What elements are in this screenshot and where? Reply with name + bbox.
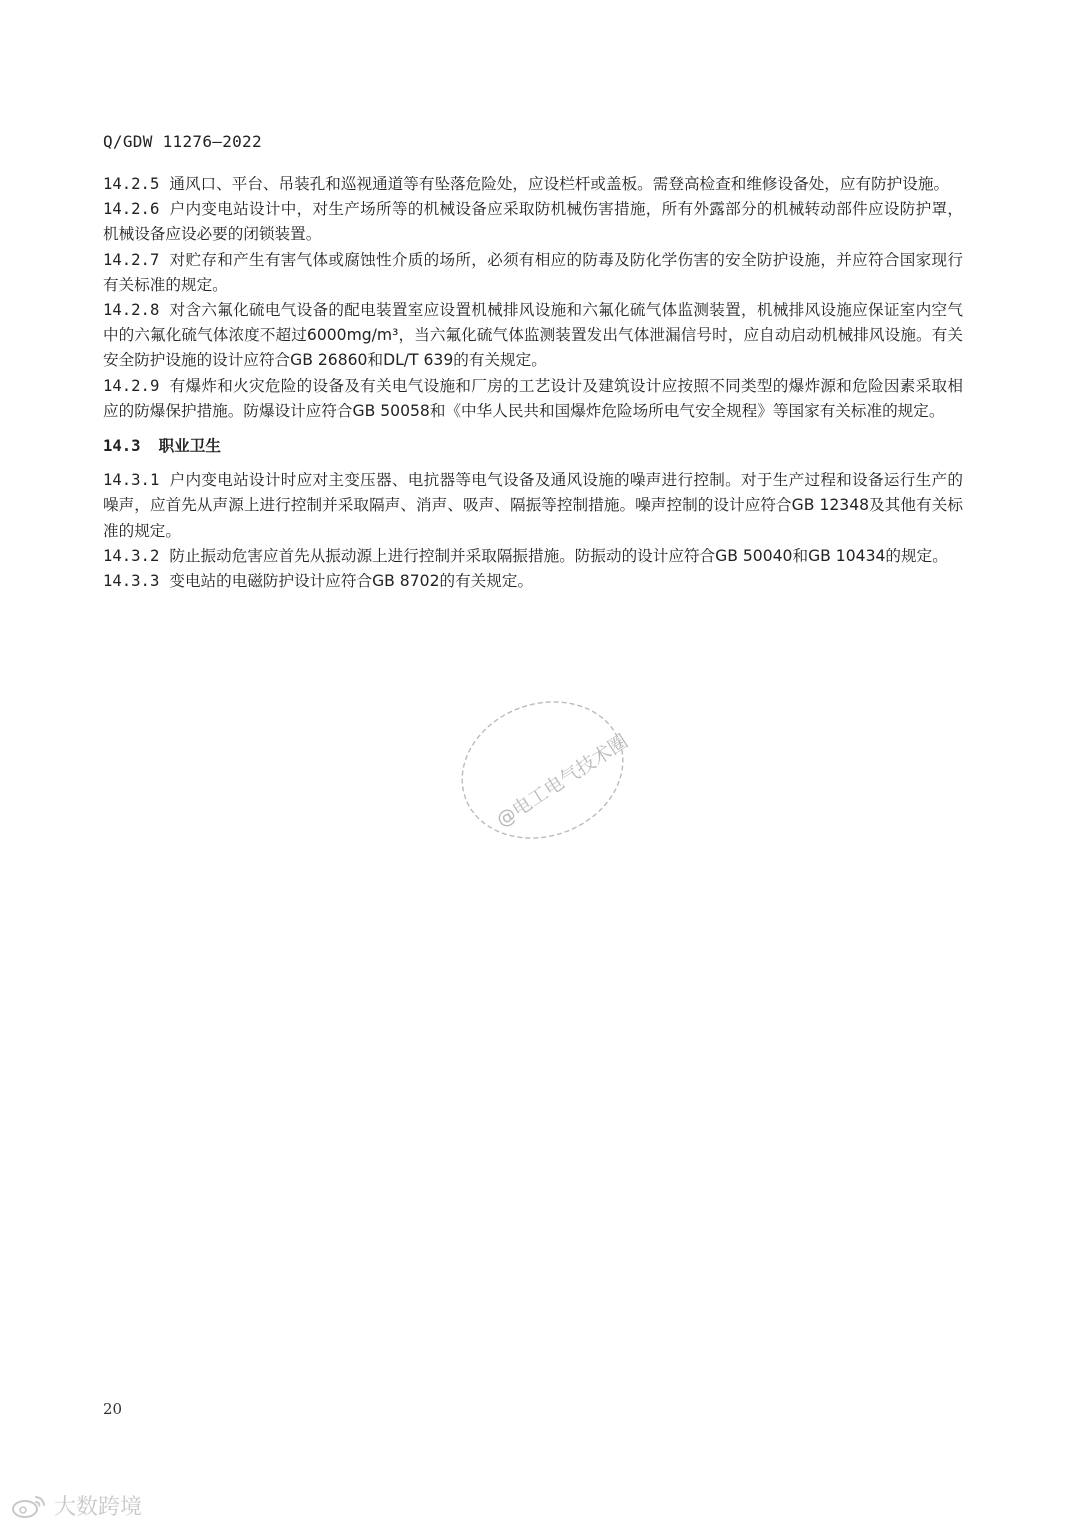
weibo-logo-icon [10,1493,48,1519]
clause-text: 户内变电站设计中，对生产场所等的机械设备应采取防机械伤害措施，所有外露部分的机械转动部件应设防护罩，机械设备应设必要的闭锁装置。 [103,200,963,244]
clause-number: 14.3.1 [103,471,160,490]
clause-14-2-6 [103,197,963,247]
document-body [103,172,963,594]
watermark-stamp [455,696,630,844]
clause-text: 对贮存和产生有害气体或腐蚀性介质的场所，必须有相应的防毒及防化学伤害的安全防护设施，并应符合国家现行有关标准的规定。 [103,250,963,294]
clause-text: 通风口、平台、吊装孔和巡视通道等有坠落危险处，应设栏杆或盖板。需登高检查和维修设备处，应有防护设施。 [169,175,950,193]
clause-14-2-5 [103,172,963,197]
watermark-text: @电工电气技术圈 [492,730,630,832]
clause-number: 14.2.5 [103,175,160,193]
clause-text: 户内变电站设计时应对主变压器、电抗器等电气设备及通风设施的噪声进行控制。对于生产过程和设备运行生产的噪声，应首先从声源上进行控制并采取隔声、消声、吸声、隔振等控制措施。噪声控制的设计应符合GB 12348及其他有关标准的规定。 [103,471,963,540]
clause-number: 14.2.6 [103,200,160,219]
clause-14-3-1 [103,468,963,544]
clause-number: 14.3.3 [103,572,160,591]
footer-brand-text: 大数跨境 [54,1495,143,1520]
clause-14-3-3 [103,569,963,594]
clause-14-3-2 [103,544,963,569]
section-number: 14.3 [103,437,141,456]
clause-14-2-7 [103,248,963,298]
clause-text: 有爆炸和火灾危险的设备及有关电气设施和厂房的工艺设计及建筑设计应按照不同类型的爆炸源和危险因素采取相应的防爆保护措施。防爆设计应符合GB 50058和《中华人民共和国爆炸危险场所电气安全规程》等国家有关标准的规定。 [103,376,963,420]
page-number: 20 [103,1400,123,1418]
clause-14-2-8 [103,298,963,374]
clause-number: 14.3.2 [103,546,160,565]
standard-code: Q/GDW 11276—2022 [103,132,262,151]
clause-number: 14.2.7 [103,250,160,269]
clause-number: 14.2.9 [103,376,160,395]
clause-number: 14.2.8 [103,301,160,320]
section-heading-14-3 [103,434,963,459]
watermark-stamp-icon [455,696,630,844]
section-title: 职业卫生 [158,437,221,456]
clause-text: 对含六氟化硫电气设备的配电装置室应设置机械排风设施和六氟化硫气体监测装置，机械排风设施应保证室内空气中的六氟化硫气体浓度不超过6000mg/m³，当六氟化硫气体监测装置发出气体泄漏信号时，应自动启动机械排风设施。有关安全防护设施的设计应符合GB 26860和DL/T 639的有关规定。 [103,301,963,370]
clause-text: 防止振动危害应首先从振动源上进行控制并采取隔振措施。防振动的设计应符合GB 50040和GB 10434的规定。 [169,546,948,565]
footer-brand [10,1490,142,1521]
clause-14-2-9 [103,374,963,424]
clause-text: 变电站的电磁防护设计应符合GB 8702的有关规定。 [169,572,534,591]
